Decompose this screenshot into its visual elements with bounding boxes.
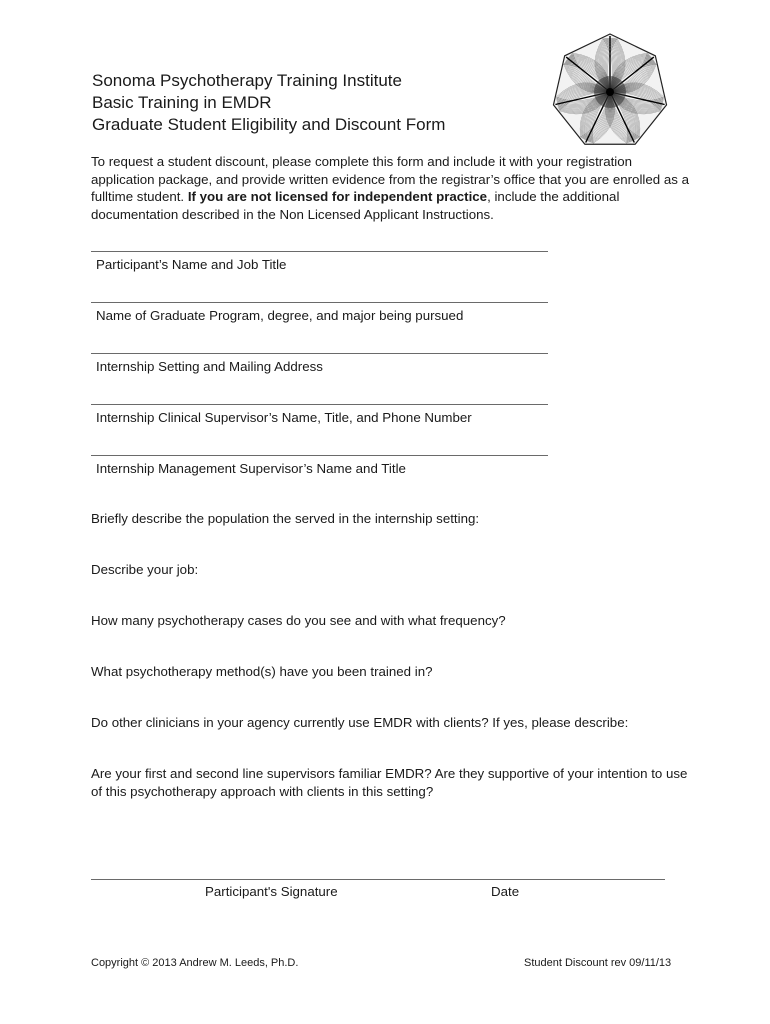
question-methods: What psychotherapy method(s) have you been trained in? [91, 664, 433, 679]
intro-text-1: To request a student discount, please complete this form and include it with your registration application package, and provide written evidence from the registrar’s office that you are enrolled as a fulltime student. [91, 154, 689, 204]
training-name: Basic Training in EMDR [92, 93, 272, 112]
intro-bold-text: If you are not licensed for independent practice [187, 189, 488, 204]
internship-setting-line[interactable] [91, 353, 548, 354]
signature-line[interactable] [91, 879, 665, 880]
question-job: Describe your job: [91, 562, 199, 577]
form-title: Graduate Student Eligibility and Discount Form [92, 115, 446, 134]
clinical-supervisor-label: Internship Clinical Supervisor’s Name, Title, and Phone Number [96, 410, 472, 425]
participant-name-line[interactable] [91, 251, 548, 252]
intro-text-2: , include the additional documentation described in the Non Licensed Applicant Instructions. [91, 189, 620, 222]
intro-paragraph [91, 153, 691, 223]
revision-text: Student Discount rev 09/11/13 [524, 957, 672, 969]
rosette-logo-icon [548, 30, 672, 154]
question-other-clinicians: Do other clinicians in your agency currently use EMDR with clients? If yes, please describe: [91, 715, 629, 730]
internship-setting-label: Internship Setting and Mailing Address [96, 359, 323, 374]
participant-name-label: Participant’s Name and Job Title [96, 257, 287, 272]
copyright-text: Copyright © 2013 Andrew M. Leeds, Ph.D. [91, 957, 299, 969]
management-supervisor-label: Internship Management Supervisor’s Name and Title [96, 461, 406, 476]
question-cases: How many psychotherapy cases do you see and with what frequency? [91, 613, 506, 628]
question-supervisors: Are your first and second line supervisors familiar EMDR? Are they supportive of your intention to use of this psychotherapy approach with clients in this setting? [91, 766, 688, 799]
question-population: Briefly describe the population the served in the internship setting: [91, 511, 480, 526]
date-label: Date [491, 884, 520, 899]
management-supervisor-line[interactable] [91, 455, 548, 456]
graduate-program-label: Name of Graduate Program, degree, and major being pursued [96, 308, 464, 323]
clinical-supervisor-line[interactable] [91, 404, 548, 405]
institute-name: Sonoma Psychotherapy Training Institute [92, 71, 402, 90]
graduate-program-line[interactable] [91, 302, 548, 303]
signature-label: Participant's Signature [205, 884, 338, 899]
